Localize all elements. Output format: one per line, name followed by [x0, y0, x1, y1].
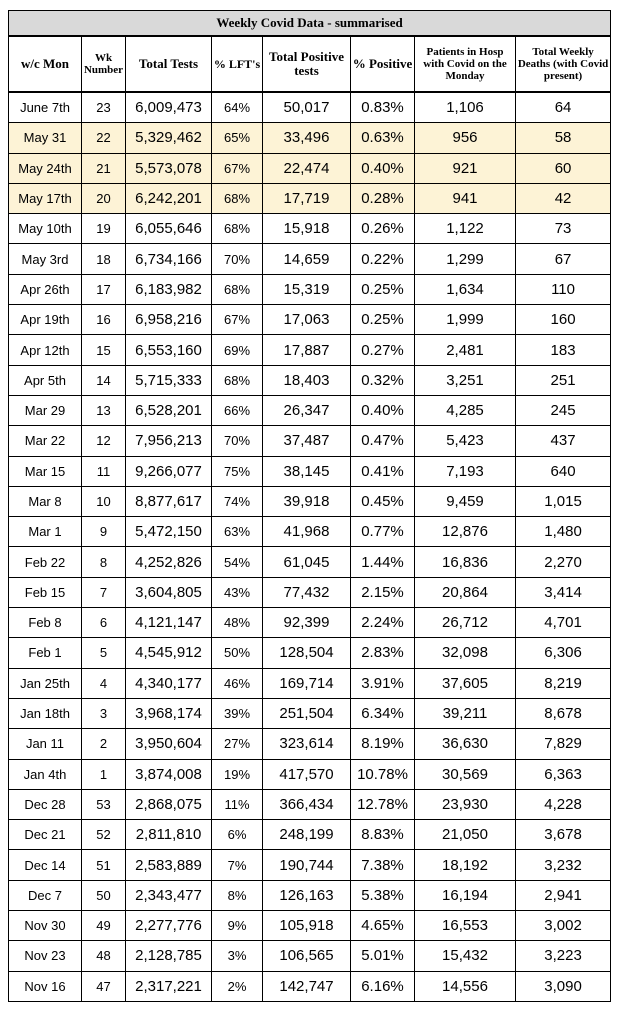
cell-total-positive: 39,918: [263, 486, 351, 516]
cell-pct-positive: 0.25%: [351, 274, 415, 304]
cell-week: Feb 1: [9, 638, 82, 668]
cell-pct-positive: 0.27%: [351, 335, 415, 365]
cell-total-positive: 323,614: [263, 729, 351, 759]
cell-total-tests: 6,528,201: [126, 395, 212, 425]
cell-week: Feb 22: [9, 547, 82, 577]
cell-hospital: 1,106: [415, 92, 516, 123]
cell-pct-lft: 54%: [212, 547, 263, 577]
cell-week: Feb 8: [9, 608, 82, 638]
cell-total-positive: 366,434: [263, 789, 351, 819]
cell-hospital: 18,192: [415, 850, 516, 880]
table-row: [9, 92, 611, 123]
cell-deaths: 6,363: [516, 759, 611, 789]
cell-total-tests: 6,055,646: [126, 214, 212, 244]
cell-wk-number: 23: [82, 92, 126, 123]
cell-wk-number: 16: [82, 305, 126, 335]
cell-total-positive: 17,719: [263, 183, 351, 213]
cell-pct-lft: 65%: [212, 123, 263, 153]
cell-total-tests: 2,811,810: [126, 820, 212, 850]
cell-hospital: 14,556: [415, 971, 516, 1001]
cell-hospital: 921: [415, 153, 516, 183]
cell-pct-lft: 68%: [212, 214, 263, 244]
cell-total-tests: 4,121,147: [126, 608, 212, 638]
col-header-wk-number: Wk Number: [82, 36, 126, 92]
cell-total-tests: 5,329,462: [126, 123, 212, 153]
table-row: [9, 244, 611, 274]
cell-total-tests: 8,877,617: [126, 486, 212, 516]
table-row: [9, 123, 611, 153]
cell-pct-positive: 2.15%: [351, 577, 415, 607]
cell-total-positive: 15,319: [263, 274, 351, 304]
cell-wk-number: 14: [82, 365, 126, 395]
cell-pct-positive: 12.78%: [351, 789, 415, 819]
cell-total-positive: 17,887: [263, 335, 351, 365]
cell-pct-lft: 46%: [212, 668, 263, 698]
cell-total-positive: 26,347: [263, 395, 351, 425]
cell-week: Dec 14: [9, 850, 82, 880]
cell-deaths: 58: [516, 123, 611, 153]
cell-deaths: 2,270: [516, 547, 611, 577]
cell-pct-positive: 0.22%: [351, 244, 415, 274]
table-row: [9, 365, 611, 395]
table-title: Weekly Covid Data - summarised: [9, 11, 611, 37]
cell-week: Jan 11: [9, 729, 82, 759]
cell-wk-number: 19: [82, 214, 126, 244]
cell-total-tests: 5,573,078: [126, 153, 212, 183]
cell-week: Apr 26th: [9, 274, 82, 304]
cell-hospital: 2,481: [415, 335, 516, 365]
cell-wk-number: 20: [82, 183, 126, 213]
cell-pct-positive: 0.83%: [351, 92, 415, 123]
cell-hospital: 1,634: [415, 274, 516, 304]
cell-deaths: 1,015: [516, 486, 611, 516]
cell-deaths: 73: [516, 214, 611, 244]
cell-pct-lft: 66%: [212, 395, 263, 425]
cell-wk-number: 17: [82, 274, 126, 304]
cell-pct-positive: 6.16%: [351, 971, 415, 1001]
cell-week: Apr 12th: [9, 335, 82, 365]
cell-pct-lft: 27%: [212, 729, 263, 759]
cell-deaths: 67: [516, 244, 611, 274]
cell-week: Dec 7: [9, 880, 82, 910]
cell-total-tests: 6,183,982: [126, 274, 212, 304]
cell-deaths: 110: [516, 274, 611, 304]
cell-hospital: 16,836: [415, 547, 516, 577]
cell-deaths: 251: [516, 365, 611, 395]
table-row: [9, 305, 611, 335]
cell-total-positive: 105,918: [263, 911, 351, 941]
cell-deaths: 437: [516, 426, 611, 456]
cell-total-tests: 2,277,776: [126, 911, 212, 941]
cell-wk-number: 51: [82, 850, 126, 880]
cell-wk-number: 2: [82, 729, 126, 759]
cell-week: Jan 18th: [9, 698, 82, 728]
cell-pct-lft: 70%: [212, 244, 263, 274]
cell-pct-positive: 0.63%: [351, 123, 415, 153]
cell-total-tests: 4,545,912: [126, 638, 212, 668]
cell-hospital: 4,285: [415, 395, 516, 425]
cell-total-tests: 3,950,604: [126, 729, 212, 759]
table-row: [9, 335, 611, 365]
cell-pct-positive: 0.40%: [351, 153, 415, 183]
cell-total-tests: 4,340,177: [126, 668, 212, 698]
table-row: [9, 880, 611, 910]
cell-hospital: 37,605: [415, 668, 516, 698]
cell-pct-lft: 39%: [212, 698, 263, 728]
cell-total-tests: 7,956,213: [126, 426, 212, 456]
cell-week: Feb 15: [9, 577, 82, 607]
cell-wk-number: 47: [82, 971, 126, 1001]
cell-pct-positive: 0.77%: [351, 517, 415, 547]
table-row: [9, 456, 611, 486]
table-row: [9, 941, 611, 971]
cell-wk-number: 5: [82, 638, 126, 668]
cell-pct-lft: 74%: [212, 486, 263, 516]
cell-wk-number: 52: [82, 820, 126, 850]
table-row: [9, 668, 611, 698]
cell-total-tests: 2,317,221: [126, 971, 212, 1001]
cell-hospital: 16,194: [415, 880, 516, 910]
cell-deaths: 42: [516, 183, 611, 213]
cell-pct-positive: 0.32%: [351, 365, 415, 395]
cell-pct-lft: 6%: [212, 820, 263, 850]
cell-week: Dec 21: [9, 820, 82, 850]
cell-total-positive: 38,145: [263, 456, 351, 486]
cell-pct-positive: 3.91%: [351, 668, 415, 698]
cell-hospital: 3,251: [415, 365, 516, 395]
cell-wk-number: 11: [82, 456, 126, 486]
cell-wk-number: 50: [82, 880, 126, 910]
cell-week: May 10th: [9, 214, 82, 244]
cell-total-tests: 3,968,174: [126, 698, 212, 728]
cell-pct-lft: 11%: [212, 789, 263, 819]
cell-pct-positive: 2.24%: [351, 608, 415, 638]
cell-wk-number: 22: [82, 123, 126, 153]
cell-wk-number: 1: [82, 759, 126, 789]
table-row: [9, 153, 611, 183]
cell-pct-lft: 48%: [212, 608, 263, 638]
cell-week: Jan 4th: [9, 759, 82, 789]
cell-deaths: 640: [516, 456, 611, 486]
col-header-hospital: Patients in Hosp with Covid on the Monday: [415, 36, 516, 92]
cell-week: Nov 16: [9, 971, 82, 1001]
cell-hospital: 12,876: [415, 517, 516, 547]
cell-week: Jan 25th: [9, 668, 82, 698]
table-row: [9, 395, 611, 425]
cell-wk-number: 8: [82, 547, 126, 577]
cell-pct-positive: 2.83%: [351, 638, 415, 668]
cell-hospital: 7,193: [415, 456, 516, 486]
cell-deaths: 64: [516, 92, 611, 123]
cell-wk-number: 53: [82, 789, 126, 819]
cell-pct-lft: 8%: [212, 880, 263, 910]
cell-hospital: 1,299: [415, 244, 516, 274]
cell-deaths: 3,414: [516, 577, 611, 607]
cell-deaths: 3,090: [516, 971, 611, 1001]
cell-total-positive: 17,063: [263, 305, 351, 335]
cell-pct-positive: 8.83%: [351, 820, 415, 850]
cell-pct-lft: 3%: [212, 941, 263, 971]
cell-total-tests: 6,553,160: [126, 335, 212, 365]
cell-week: Mar 29: [9, 395, 82, 425]
col-header-total-tests: Total Tests: [126, 36, 212, 92]
cell-pct-lft: 68%: [212, 274, 263, 304]
cell-deaths: 3,002: [516, 911, 611, 941]
cell-deaths: 3,232: [516, 850, 611, 880]
cell-hospital: 21,050: [415, 820, 516, 850]
table-row: [9, 214, 611, 244]
cell-total-positive: 33,496: [263, 123, 351, 153]
cell-week: Mar 1: [9, 517, 82, 547]
cell-total-tests: 6,242,201: [126, 183, 212, 213]
covid-table-container: [8, 10, 610, 1002]
cell-wk-number: 10: [82, 486, 126, 516]
cell-pct-positive: 0.28%: [351, 183, 415, 213]
cell-wk-number: 18: [82, 244, 126, 274]
cell-pct-lft: 2%: [212, 971, 263, 1001]
cell-deaths: 3,223: [516, 941, 611, 971]
cell-deaths: 7,829: [516, 729, 611, 759]
cell-pct-positive: 0.25%: [351, 305, 415, 335]
cell-total-tests: 3,874,008: [126, 759, 212, 789]
cell-week: Apr 19th: [9, 305, 82, 335]
cell-total-tests: 4,252,826: [126, 547, 212, 577]
cell-total-tests: 9,266,077: [126, 456, 212, 486]
cell-total-positive: 92,399: [263, 608, 351, 638]
cell-deaths: 60: [516, 153, 611, 183]
col-header-deaths: Total Weekly Deaths (with Covid present): [516, 36, 611, 92]
cell-total-positive: 142,747: [263, 971, 351, 1001]
cell-pct-positive: 6.34%: [351, 698, 415, 728]
cell-total-tests: 3,604,805: [126, 577, 212, 607]
cell-deaths: 4,228: [516, 789, 611, 819]
cell-pct-lft: 64%: [212, 92, 263, 123]
cell-pct-positive: 5.01%: [351, 941, 415, 971]
cell-hospital: 30,569: [415, 759, 516, 789]
cell-total-positive: 77,432: [263, 577, 351, 607]
cell-total-positive: 248,199: [263, 820, 351, 850]
col-header-pct-positive: % Positive: [351, 36, 415, 92]
cell-pct-lft: 7%: [212, 850, 263, 880]
cell-pct-lft: 75%: [212, 456, 263, 486]
cell-hospital: 9,459: [415, 486, 516, 516]
table-row: [9, 759, 611, 789]
cell-pct-positive: 8.19%: [351, 729, 415, 759]
col-header-pct-lft: % LFT's: [212, 36, 263, 92]
cell-pct-positive: 10.78%: [351, 759, 415, 789]
cell-wk-number: 9: [82, 517, 126, 547]
cell-deaths: 160: [516, 305, 611, 335]
cell-total-tests: 6,009,473: [126, 92, 212, 123]
table-row: [9, 638, 611, 668]
cell-week: Nov 23: [9, 941, 82, 971]
cell-total-positive: 41,968: [263, 517, 351, 547]
cell-pct-positive: 1.44%: [351, 547, 415, 577]
table-row: [9, 183, 611, 213]
cell-hospital: 1,999: [415, 305, 516, 335]
cell-week: May 3rd: [9, 244, 82, 274]
cell-total-positive: 190,744: [263, 850, 351, 880]
cell-hospital: 23,930: [415, 789, 516, 819]
cell-week: May 24th: [9, 153, 82, 183]
cell-wk-number: 21: [82, 153, 126, 183]
cell-total-positive: 14,659: [263, 244, 351, 274]
table-row: [9, 577, 611, 607]
cell-week: May 31: [9, 123, 82, 153]
cell-pct-lft: 67%: [212, 305, 263, 335]
cell-total-positive: 18,403: [263, 365, 351, 395]
cell-pct-positive: 0.40%: [351, 395, 415, 425]
cell-total-positive: 37,487: [263, 426, 351, 456]
cell-total-tests: 2,343,477: [126, 880, 212, 910]
cell-week: Apr 5th: [9, 365, 82, 395]
table-row: [9, 971, 611, 1001]
cell-pct-lft: 67%: [212, 153, 263, 183]
table-row: [9, 850, 611, 880]
weekly-covid-table: [8, 10, 611, 1002]
col-header-total-positive: Total Positive tests: [263, 36, 351, 92]
cell-total-tests: 2,128,785: [126, 941, 212, 971]
cell-hospital: 941: [415, 183, 516, 213]
cell-total-positive: 126,163: [263, 880, 351, 910]
table-row: [9, 911, 611, 941]
cell-pct-positive: 0.41%: [351, 456, 415, 486]
cell-hospital: 956: [415, 123, 516, 153]
cell-hospital: 1,122: [415, 214, 516, 244]
cell-pct-positive: 5.38%: [351, 880, 415, 910]
cell-wk-number: 48: [82, 941, 126, 971]
cell-total-tests: 6,958,216: [126, 305, 212, 335]
cell-total-positive: 169,714: [263, 668, 351, 698]
table-row: [9, 426, 611, 456]
cell-pct-lft: 63%: [212, 517, 263, 547]
table-row: [9, 517, 611, 547]
cell-hospital: 39,211: [415, 698, 516, 728]
cell-hospital: 16,553: [415, 911, 516, 941]
cell-deaths: 183: [516, 335, 611, 365]
cell-pct-positive: 0.26%: [351, 214, 415, 244]
cell-wk-number: 15: [82, 335, 126, 365]
cell-hospital: 5,423: [415, 426, 516, 456]
cell-wk-number: 3: [82, 698, 126, 728]
cell-week: Mar 15: [9, 456, 82, 486]
table-body: [9, 92, 611, 1001]
cell-wk-number: 6: [82, 608, 126, 638]
cell-total-tests: 6,734,166: [126, 244, 212, 274]
cell-hospital: 26,712: [415, 608, 516, 638]
cell-deaths: 8,678: [516, 698, 611, 728]
cell-hospital: 36,630: [415, 729, 516, 759]
cell-week: Dec 28: [9, 789, 82, 819]
cell-pct-positive: 7.38%: [351, 850, 415, 880]
cell-total-tests: 2,868,075: [126, 789, 212, 819]
cell-total-tests: 5,715,333: [126, 365, 212, 395]
cell-pct-lft: 68%: [212, 365, 263, 395]
cell-total-positive: 15,918: [263, 214, 351, 244]
cell-pct-positive: 0.47%: [351, 426, 415, 456]
cell-deaths: 1,480: [516, 517, 611, 547]
table-row: [9, 729, 611, 759]
table-row: [9, 698, 611, 728]
col-header-week: w/c Mon: [9, 36, 82, 92]
cell-hospital: 32,098: [415, 638, 516, 668]
cell-deaths: 4,701: [516, 608, 611, 638]
cell-total-positive: 128,504: [263, 638, 351, 668]
cell-deaths: 245: [516, 395, 611, 425]
cell-pct-lft: 68%: [212, 183, 263, 213]
table-row: [9, 789, 611, 819]
cell-hospital: 20,864: [415, 577, 516, 607]
cell-total-positive: 417,570: [263, 759, 351, 789]
cell-week: Nov 30: [9, 911, 82, 941]
cell-deaths: 6,306: [516, 638, 611, 668]
cell-wk-number: 49: [82, 911, 126, 941]
cell-total-positive: 61,045: [263, 547, 351, 577]
cell-total-tests: 5,472,150: [126, 517, 212, 547]
table-row: [9, 274, 611, 304]
cell-deaths: 2,941: [516, 880, 611, 910]
cell-pct-positive: 4.65%: [351, 911, 415, 941]
cell-total-positive: 106,565: [263, 941, 351, 971]
cell-week: Mar 8: [9, 486, 82, 516]
cell-total-positive: 251,504: [263, 698, 351, 728]
cell-total-positive: 50,017: [263, 92, 351, 123]
cell-pct-lft: 70%: [212, 426, 263, 456]
cell-week: May 17th: [9, 183, 82, 213]
cell-wk-number: 7: [82, 577, 126, 607]
cell-week: June 7th: [9, 92, 82, 123]
table-row: [9, 608, 611, 638]
cell-deaths: 3,678: [516, 820, 611, 850]
cell-week: Mar 22: [9, 426, 82, 456]
table-row: [9, 486, 611, 516]
cell-wk-number: 13: [82, 395, 126, 425]
cell-hospital: 15,432: [415, 941, 516, 971]
cell-pct-lft: 69%: [212, 335, 263, 365]
cell-pct-lft: 50%: [212, 638, 263, 668]
table-row: [9, 820, 611, 850]
cell-wk-number: 12: [82, 426, 126, 456]
table-row: [9, 547, 611, 577]
cell-pct-lft: 43%: [212, 577, 263, 607]
cell-pct-lft: 19%: [212, 759, 263, 789]
cell-deaths: 8,219: [516, 668, 611, 698]
cell-pct-positive: 0.45%: [351, 486, 415, 516]
cell-pct-lft: 9%: [212, 911, 263, 941]
header-row: [9, 36, 611, 92]
cell-total-positive: 22,474: [263, 153, 351, 183]
cell-total-tests: 2,583,889: [126, 850, 212, 880]
cell-wk-number: 4: [82, 668, 126, 698]
